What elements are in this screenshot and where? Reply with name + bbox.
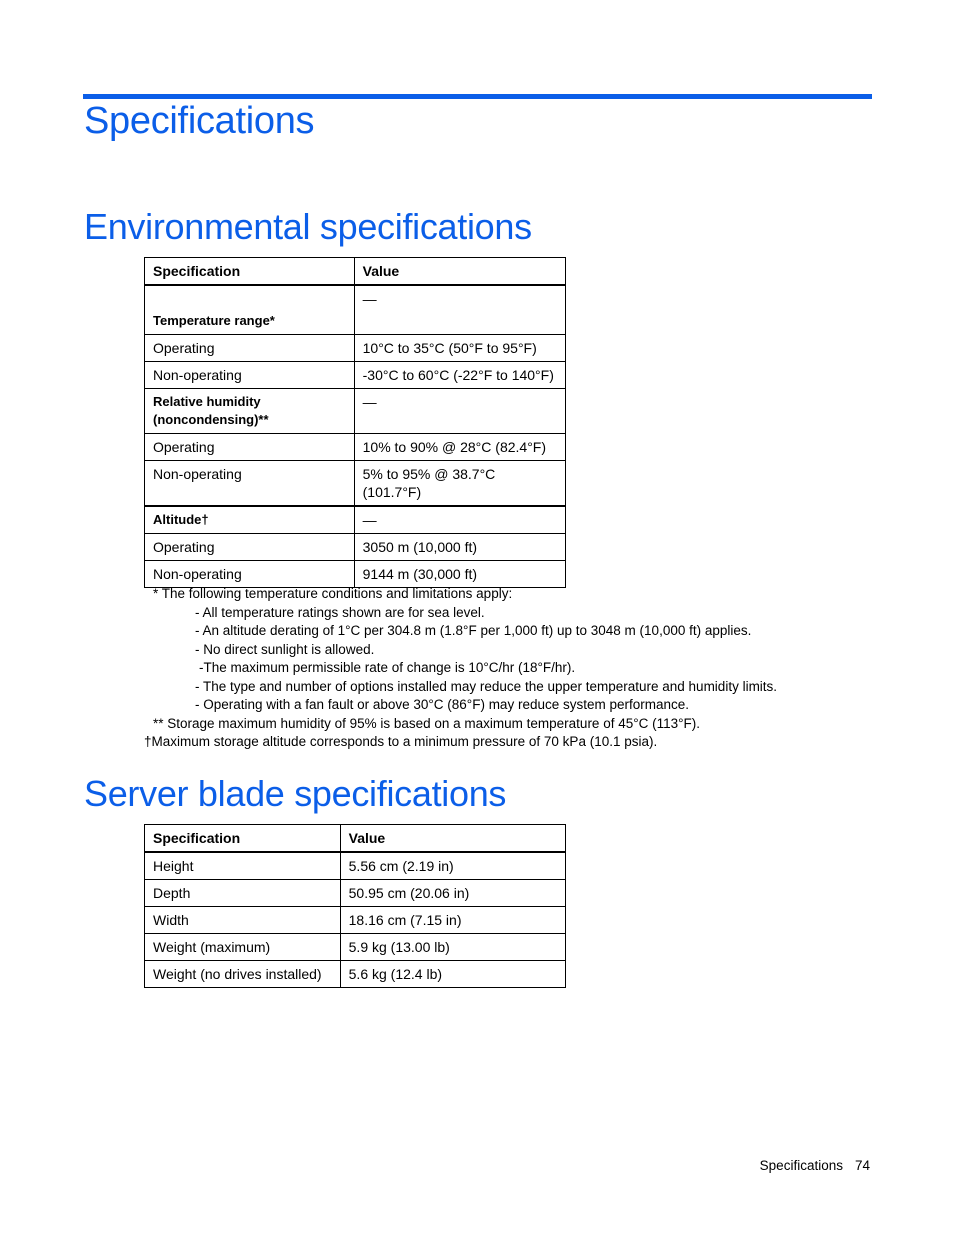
humidity-row: [145, 388, 566, 433]
column-header-value: Value: [340, 825, 565, 853]
footnote-item: - All temperature ratings shown are for sea level.: [195, 604, 485, 620]
table-row: [145, 560, 566, 587]
table-row: [145, 334, 566, 361]
humidity-value: —: [354, 388, 565, 433]
table-row: [145, 361, 566, 388]
temperature-label: Temperature range*: [145, 285, 355, 334]
temperature-row: [145, 285, 566, 334]
temperature-value: —: [354, 285, 565, 334]
humidity-nonoperating-label: Non-operating: [145, 460, 355, 506]
altitude-row: [145, 506, 566, 534]
humidity-nonoperating-value-line2: (101.7°F): [362, 483, 422, 500]
footnote-item: - An altitude derating of 1°C per 304.8 m (1.8°F per 1,000 ft) up to 3048 m (10,000 ft) applies.: [195, 623, 752, 638]
altitude-value: —: [354, 506, 565, 534]
spec-cell: Height: [145, 852, 341, 880]
altitude-nonoperating-label: Non-operating: [145, 560, 355, 587]
table-row: [145, 934, 566, 961]
humidity-operating-label: Operating: [145, 433, 355, 460]
page-footer: [760, 1158, 870, 1173]
table-row: [145, 852, 566, 880]
temp-nonoperating-label: Non-operating: [145, 361, 355, 388]
temp-operating-label: Operating: [145, 334, 355, 361]
footnote-intro: * The following temperature conditions and limitations apply:: [153, 586, 513, 601]
humidity-label-line1: Relative humidity: [153, 393, 261, 409]
table-header-row: [145, 258, 566, 286]
table-header-row: [145, 825, 566, 853]
humidity-nonoperating-value: [354, 460, 565, 506]
altitude-operating-value: 3050 m (10,000 ft): [354, 533, 565, 560]
humidity-label: [145, 388, 355, 433]
temp-operating-value: 10°C to 35°C (50°F to 95°F): [354, 334, 565, 361]
table-row: [145, 961, 566, 988]
column-header-specification: Specification: [145, 258, 355, 286]
table-row: [145, 533, 566, 560]
spec-cell: Depth: [145, 880, 341, 907]
value-cell: 18.16 cm (7.15 in): [340, 907, 565, 934]
table-row: [145, 907, 566, 934]
footnote-item: - The type and number of options installed may reduce the upper temperature and humidity limits.: [195, 678, 778, 694]
spec-cell: Width: [145, 907, 341, 934]
value-cell: 50.95 cm (20.06 in): [340, 880, 565, 907]
footnotes: [144, 585, 853, 752]
server-blade-table: [144, 824, 566, 988]
altitude-operating-label: Operating: [145, 533, 355, 560]
environmental-table: [144, 257, 566, 588]
humidity-label-line2: (noncondensing)**: [153, 411, 269, 427]
footnote-item: - Operating with a fan fault or above 30°C (86°F) may reduce system performance.: [195, 697, 690, 712]
column-header-specification: Specification: [145, 825, 341, 853]
value-cell: 5.9 kg (13.00 lb): [340, 934, 565, 961]
footnote-item: -The maximum permissible rate of change is 10°C/hr (18°F/hr).: [199, 660, 576, 675]
footnote-item: - No direct sunlight is allowed.: [195, 641, 375, 657]
table-row: [145, 880, 566, 907]
altitude-label: Altitude†: [145, 506, 355, 534]
table-row: [145, 433, 566, 460]
column-header-value: Value: [354, 258, 565, 286]
environmental-heading: Environmental specifications: [84, 206, 532, 247]
page-title: Specifications: [84, 100, 315, 142]
altitude-nonoperating-value: 9144 m (30,000 ft): [354, 560, 565, 587]
footer-section: Specifications: [759, 1158, 843, 1173]
page-number: 74: [854, 1158, 870, 1173]
table-row: [145, 460, 566, 506]
humidity-operating-value: 10% to 90% @ 28°C (82.4°F): [354, 433, 565, 460]
footnote-storage-humidity: ** Storage maximum humidity of 95% is based on a maximum temperature of 45°C (113°F).: [153, 715, 701, 731]
humidity-nonoperating-value-line1: 5% to 95% @ 38.7°C: [362, 465, 496, 482]
temp-nonoperating-value: -30°C to 60°C (-22°F to 140°F): [354, 361, 565, 388]
title-rule: [83, 94, 872, 99]
footnote-storage-altitude: †Maximum storage altitude corresponds to a minimum pressure of 70 kPa (10.1 psia).: [144, 734, 658, 749]
server-blade-heading: Server blade specifications: [84, 773, 507, 814]
spec-cell: Weight (no drives installed): [145, 961, 341, 988]
value-cell: 5.56 cm (2.19 in): [340, 852, 565, 880]
value-cell: 5.6 kg (12.4 lb): [340, 961, 565, 988]
spec-cell: Weight (maximum): [145, 934, 341, 961]
